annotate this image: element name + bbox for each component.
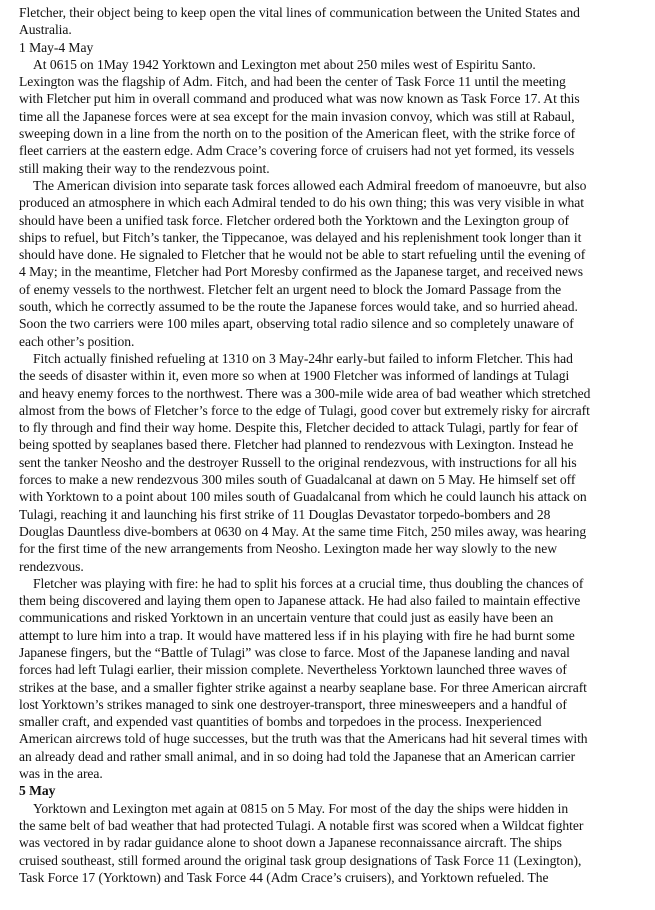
text-line: smaller craft, and expended vast quantities of bombs and torpedoes in the process. Inexperienced <box>19 714 542 730</box>
text-line: them being discovered and laying them open to Japanese attack. He had also failed to maintain effective <box>19 593 581 609</box>
paragraph <box>19 350 647 575</box>
text-line: The American division into separate task forces allowed each Admiral freedom of manoeuvre, but also <box>33 177 587 193</box>
text-line: Japanese fingers, but the “Battle of Tulagi” was close to farce. Most of the Japanese landing and naval <box>19 644 570 660</box>
section-heading <box>19 782 647 799</box>
text-line: each other’s position. <box>19 333 135 349</box>
text-line: Task Force 17 (Yorktown) and Task Force 44 (Adm Crace’s cruisers), and Yorktown refueled. The <box>19 869 549 885</box>
text-line: with Fletcher put him in overall command and produced what was now known as Task Force 17. At this <box>19 91 580 107</box>
section-heading <box>19 39 647 56</box>
text-line: the same belt of bad weather that had protected Tulagi. A notable first was scored when a Wildcat fighter <box>19 817 584 833</box>
text-line: Australia. <box>19 22 72 38</box>
text-line: American aircrews told of huge successes, but the truth was that the Americans had hit several times with <box>19 731 588 747</box>
text-line: Tulagi, reaching it and launching his first strike of 11 Douglas Devastator torpedo-bombers and 28 <box>19 506 551 522</box>
paragraph <box>19 56 647 177</box>
text-line: attempt to lure him into a trap. It would have mattered less if in his playing with fire he had burnt some <box>19 627 575 643</box>
text-line: time all the Japanese forces were at sea except for the main invasion convoy, which was still at Rabaul, <box>19 108 575 124</box>
text-line: 5 May <box>19 783 56 799</box>
text-line: Lexington was the flagship of Adm. Fitch, and had been the center of Task Force 11 until the meeting <box>19 74 566 90</box>
text-line: of enemy vessels to the northwest. Fletcher felt an urgent need to block the Jomard Passage from the <box>19 281 562 297</box>
paragraph <box>19 4 647 39</box>
text-line: sweeping down in a line from the north on to the position of the American fleet, with the strike force of <box>19 126 576 142</box>
text-line: was vectored in by radar guidance alone to shoot down a Japanese reconnaissance aircraft. The ships <box>19 835 562 851</box>
text-line: At 0615 on 1May 1942 Yorktown and Lexington met about 250 miles west of Espiritu Santo. <box>33 56 536 72</box>
text-line: should have been a unified task force. Fletcher ordered both the Yorktown and the Lexington group of <box>19 212 569 228</box>
text-line: the seeds of disaster within it, even more so when at 1900 Fletcher was informed of landings at Tulagi <box>19 368 570 384</box>
text-line: was in the area. <box>19 766 103 782</box>
text-line: an already dead and rather small animal, and in so doing had told the Japanese that an American carrier <box>19 748 576 764</box>
text-line: to fly through and find their way home. Despite this, Fletcher decided to attack Tulagi, partly for fear of <box>19 420 579 436</box>
text-line: forces had left Tulagi earlier, their mission complete. Nevertheless Yorktown launched three waves of <box>19 662 567 678</box>
paragraph <box>19 177 647 350</box>
text-line: 4 May; in the meantime, Fletcher had Port Moresby confirmed as the Japanese target, and received news <box>19 264 583 280</box>
text-line: rendezvous. <box>19 558 84 574</box>
text-line: Soon the two carriers were 100 miles apart, observing total radio silence and so completely unaware of <box>19 316 574 332</box>
text-line: lost Yorktown’s strikes managed to sink one destroyer-transport, three minesweepers and a handful of <box>19 696 567 712</box>
paragraph <box>19 800 647 886</box>
text-line: sent the tanker Neosho and the destroyer Russell to the original rendezvous, with instructions for all his <box>19 454 577 470</box>
text-line: almost from the bows of Fletcher’s force to the edge of Tulagi, good cover but extremely risky for aircraft <box>19 402 590 418</box>
text-line: should have done. He signaled to Fletcher that he would not be able to start refueling until the evening of <box>19 247 586 263</box>
text-line: communications and risked Yorktown in an uncertain venture that could just as easily have been an <box>19 610 554 626</box>
text-line: Fitch actually finished refueling at 1310 on 3 May-24hr early-but failed to inform Fletcher. This had <box>33 350 573 366</box>
paragraph <box>19 575 647 783</box>
text-line: forces to make a new rendezvous 300 miles south of Guadalcanal at dawn on 5 May. He himself set off <box>19 472 576 488</box>
text-line: Douglas Dauntless dive-bombers at 0630 on 4 May. At the same time Fitch, 250 miles away, was hearing <box>19 523 587 539</box>
text-line: strikes at the base, and a smaller fighter strike against a nearby seaplane base. For three American aircraft <box>19 679 587 695</box>
text-line: for the first time of the new arrangements from Neosho. Lexington made her way slowly to the new <box>19 541 558 557</box>
text-line: ships to refuel, but Fitch’s tanker, the Tippecanoe, was delayed and his replenishment took longer than it <box>19 229 582 245</box>
text-line: Fletcher was playing with fire: he had to split his forces at a crucial time, thus doubling the chances of <box>33 575 584 591</box>
text-line: fleet carriers at the eastern edge. Adm Crace’s covering force of cruisers had not yet formed, its vessels <box>19 143 575 159</box>
text-line: and heavy enemy forces to the northwest. There was a 300-mile wide area of bad weather which stretched <box>19 385 591 401</box>
text-line: Fletcher, their object being to keep open the vital lines of communication between the United States and <box>19 5 580 20</box>
text-line: being spotted by seaplanes based there. Fletcher had planned to rendezvous with Lexington. Instead he <box>19 437 574 453</box>
text-line: produced an atmosphere in which each Admiral tended to do his own thing; this was very visible in what <box>19 195 584 211</box>
text-line: with Yorktown to a point about 100 miles south of Guadalcanal from which he could launch his attack on <box>19 489 587 505</box>
text-line: south, which he correctly assumed to be the route the Japanese forces would take, and so hurried ahead. <box>19 299 578 315</box>
text-line: cruised southeast, still formed around the original task group designations of Task Force 11 (Lexington), <box>19 852 582 868</box>
text-line: still making their way to the rendezvous point. <box>19 160 270 176</box>
text-line: 1 May-4 May <box>19 39 94 55</box>
text-line: Yorktown and Lexington met again at 0815 on 5 May. For most of the day the ships were hidden in <box>33 800 569 816</box>
